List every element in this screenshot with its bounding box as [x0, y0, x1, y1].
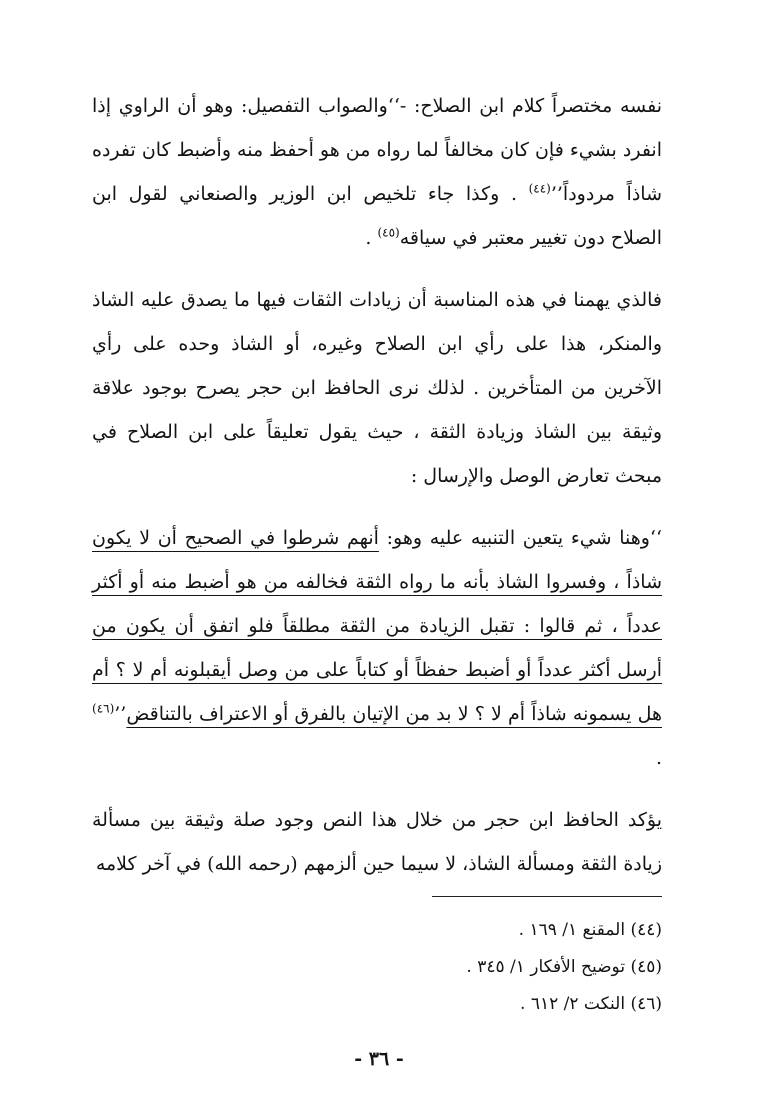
paragraph-1-text: نفسه مختصراً كلام ابن الصلاح: -‘‘والصواب التفصيل: وهو أن الراوي إذا انفرد بشيء فإن كان مخالفاً لما رواه من هو أحفظ منه وأضبط كان تفرده شاذاً مردوداً’’	[91, 95, 662, 205]
paragraph-1-end: .	[365, 227, 378, 249]
footnote-45: (٤٥) توضيح الأفكار ١/ ٣٤٥ .	[466, 957, 662, 977]
page-number: - ٣٦ -	[354, 1048, 404, 1070]
quote-lead: ‘‘وهنا شيء يتعين التنبيه عليه وهو:	[378, 527, 662, 549]
quoted-paragraph	[92, 516, 662, 780]
footnote-46: (٤٦) النكت ٢/ ٦١٢ .	[520, 994, 662, 1014]
paragraph-1	[92, 84, 662, 260]
paragraph-1-text-2: . وكذا جاء تلخيص ابن الوزير والصنعاني لقول ابن الصلاح دون تغيير معتبر في سياقه	[92, 183, 662, 249]
footnote-divider	[432, 896, 662, 897]
quote-end: .	[655, 747, 662, 769]
footnote-ref-46[interactable]: (٤٦)	[92, 701, 115, 716]
footnotes	[92, 912, 662, 1023]
paragraph-2	[92, 278, 662, 498]
footnote-ref-44[interactable]: (٤٤)	[528, 181, 551, 196]
paragraph-2-text: فالذي يهمنا في هذه المناسبة أن زيادات الثقات فيها ما يصدق عليه الشاذ والمنكر، هذا على رأي ابن الصلاح وغيره، أو الشاذ وحده على رأي الآخرين من المتأخرين . لذلك نرى الحافظ ابن حجر يصرح بوجود علاقة وثيقة بين الشاذ وزيادة الثقة ، حيث يقول تعليقاً على ابن الصلاح في مبحث تعارض الوصل والإرسال :	[92, 289, 662, 487]
quote-close: ’’	[114, 703, 127, 725]
underlined-quote: أنهم شرطوا في الصحيح أن لا يكون شاذاً ، وفسروا الشاذ بأنه ما رواه الثقة فخالفه من هو أضبط منه أو أكثر عدداً ، ثم قالوا : تقبل الزيادة من الثقة مطلقاً فلو اتفق أن يكون من أرسل أكثر عدداً أو أضبط حفظاً أو كتاباً على من وصل أيقبلونه أم لا ؟ أم هل يسمونه شاذاً أم لا ؟ لا بد من الإتيان بالفرق أو الاعتراف بالتناقض	[92, 527, 662, 725]
footnote-44: (٤٤) المقنع ١/ ١٦٩ .	[518, 920, 662, 940]
footnote-ref-45[interactable]: (٤٥)	[377, 225, 400, 240]
paragraph-4	[92, 798, 662, 886]
paragraph-4-text: يؤكد الحافظ ابن حجر من خلال هذا النص وجود صلة وثيقة بين مسألة زيادة الثقة ومسألة الشاذ، لا سيما حين ألزمهم (رحمه الله) في آخر كلامه	[92, 809, 662, 875]
